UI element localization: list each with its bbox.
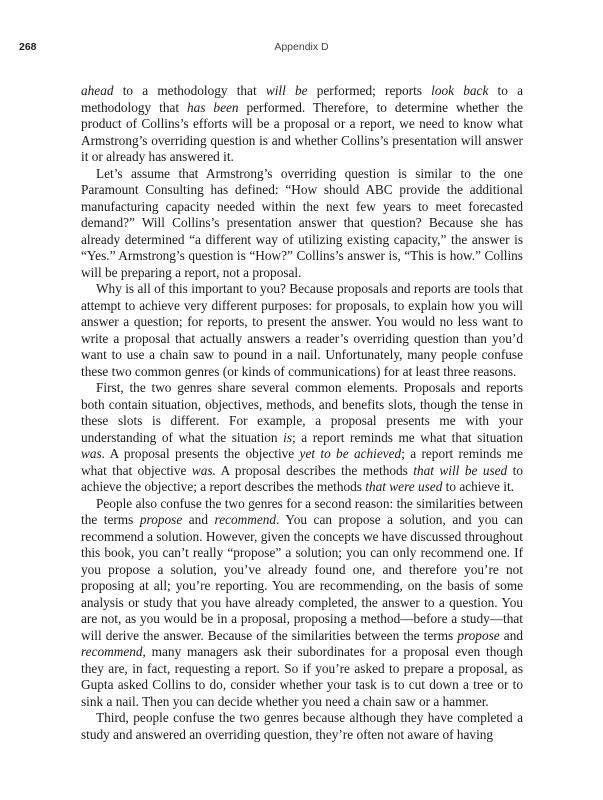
italic-text: propose [457,627,500,643]
text-run: A proposal describes the methods [215,462,414,478]
body-text [81,83,523,743]
text-run: Why is all of this important to you? Because proposals and reports are tools that attempt to achieve very different purposes: for proposals, to explain how you will answer a question; for reports, to present the answer. You would no less want to write a proposal that actually answers a reader’s overriding question than you’d want to use a chain saw to pound in a nail. Unfortunately, many people confuse these two common genres (or kinds of communications) for at least three reasons. [81,281,523,379]
paragraph [81,496,523,711]
text-run: ; a report reminds me what that situation [292,429,523,445]
text-run: performed; reports [307,83,432,98]
text-run: performed. Therefore, to determine whether the product of Collins’s efforts will be a proposal or a report, we need to know what Armstrong’s overriding question is and whether Collins’s presentation will answer it or already has answered it. [81,99,523,164]
italic-text: was. [191,462,216,478]
page-header [15,41,588,57]
text-run: Let’s assume that Armstrong’s overriding question is similar to the one Paramount Consulting has defined: “How should ABC provide the additional manufacturing capacity needed within the next few years to meet forecasted demand?” Will Collins’s presentation answer that question? Because she has already determined “a different way of utilizing existing capacity,” the answer is “Yes.” Armstrong’s question is “How?” Collins’s answer is, “This is how.” Collins will be preparing a report, not a proposal. [81,165,523,280]
italic-text: propose [139,512,183,527]
text-run: First, the two genres share several common elements. Proposals and reports both contain situation, objectives, methods, and benefits slots, though the tense in these slots is different. For example, a proposal presents me with your understanding of what the situation [81,380,523,445]
paragraph [81,281,523,380]
text-run: , many managers ask their subordinates for a proposal even though they are, in fact, requesting a report. So if you’re asked to prepare a proposal, as Gupta asked Collins to do, consider whether your task is to cut down a tree or to sink a nail. Then you can decide whether you need a chain saw or a hammer. [81,644,523,709]
italic-text: is [283,429,293,445]
text-run: to a methodology that [113,83,266,98]
italic-text: that will be used [413,462,508,478]
italic-text: recommend [214,512,277,527]
text-run: to achieve the objective; a report describes the methods [81,462,523,494]
italic-text: look back [431,83,489,98]
italic-text: yet to be achieved [299,446,402,461]
text-run: ; a report reminds me what that objective [81,446,523,478]
italic-text: will be [265,83,308,98]
italic-text: was. [81,446,106,461]
page-number: 268 [19,41,37,53]
paragraph [81,166,523,282]
text-run: to a methodology that [81,83,523,115]
paragraph [81,710,523,743]
text-run: A proposal presents the objective [105,446,300,461]
running-head: Appendix D [274,41,329,53]
text-run: People also confuse the two genres for a second reason: the similarities between the terms [81,495,523,527]
text-run: and [182,512,215,527]
text-run: to achieve it. [442,479,514,494]
text-run: and [499,627,523,643]
italic-text: has been [187,99,239,115]
italic-text: ahead [81,83,114,98]
paragraph [81,380,523,496]
italic-text: recommend [81,644,143,659]
text-run: Third, people confuse the two genres because although they have completed a study and answered an overriding question, they’re often not aware of having [81,710,523,742]
text-run: . You can propose a solution, and you can recommend a solution. However, given the concepts we have discussed throughout this book, you can’t really “propose” a solution; you can only recommend one. If you propose a solution, you’ve already found one, and therefore you’re not proposing at all; you’re reporting. You are recommending, on the basis of some analysis or study that you have already completed, the answer to a question. You are not, as you would be in a proposal, proposing a method—before a study—that will derive the answer. Because of the similarities between the terms [81,512,523,643]
paragraph [81,83,523,166]
italic-text: that were used [365,479,443,494]
